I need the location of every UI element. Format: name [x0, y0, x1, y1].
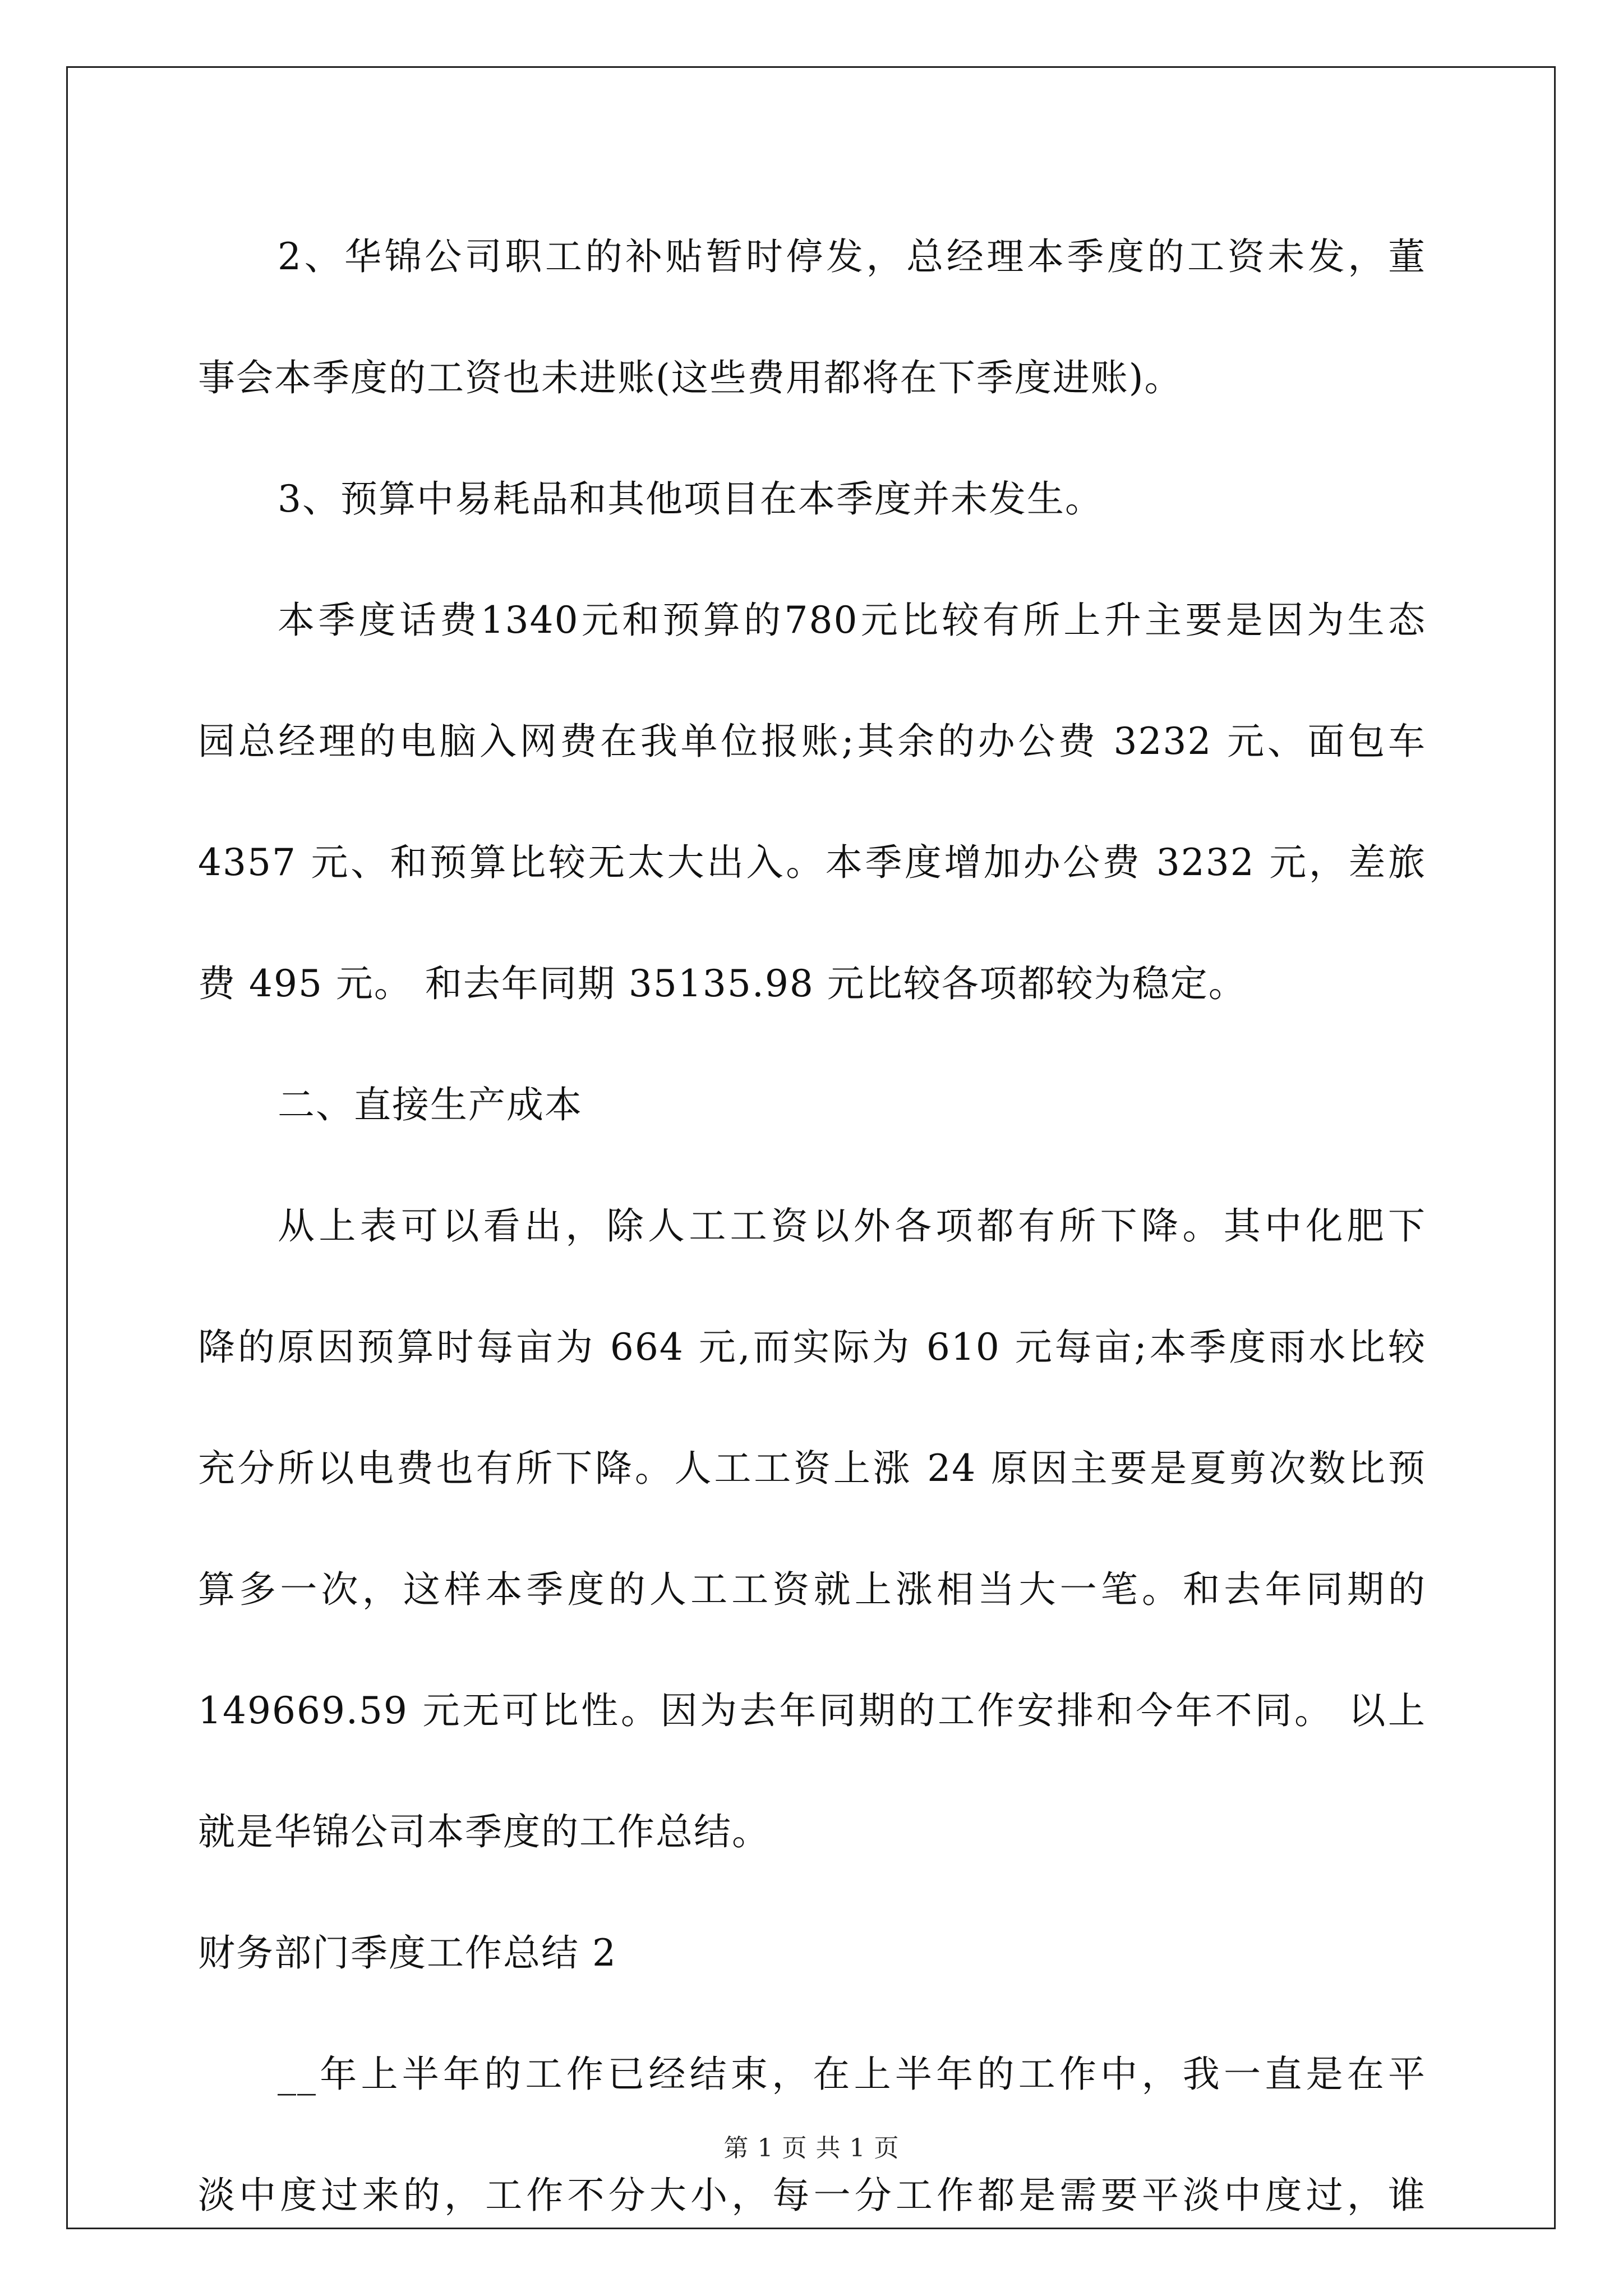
text-line: 从上表可以看出，除人工工资以外各项都有所下降。其中化肥下	[278, 1204, 1426, 1248]
paragraph-direct-cost-analysis	[198, 1166, 1426, 1893]
text-line: 事会本季度的工资也未进账(这些费用都将在下季度进账)。	[198, 356, 1183, 399]
text-line: 二、直接生产成本	[278, 1083, 583, 1126]
text-line: 就是华锦公司本季度的工作总结。	[198, 1810, 770, 1853]
text-line: 3、预算中易耗品和其他项目在本季度并未发生。	[278, 477, 1103, 521]
page-number-footer: 第 1 页 共 1 页	[723, 2134, 900, 2162]
text-line: 淡中度过来的，工作不分大小，每一分工作都是需要平淡中度过，谁	[198, 2174, 1426, 2217]
text-line: 费 495 元。 和去年同期 35135.98 元比较各项都较为稳定。	[198, 962, 1247, 1005]
text-line: 2、华锦公司职工的补贴暂时停发，总经理本季度的工资未发，董	[278, 235, 1426, 278]
paragraph-subsidy-suspension	[198, 196, 1426, 439]
text-line: 算多一次，这样本季度的人工工资就上涨相当大一笔。和去年同期的	[198, 1568, 1426, 1611]
document-body	[198, 196, 1426, 2256]
document-title-2	[198, 1893, 1426, 2014]
text-line: 149669.59 元无可比性。因为去年同期的工作安排和今年不同。 以上	[198, 1689, 1426, 1732]
text-line: 充分所以电费也有所下降。人工工资上涨 24 原因主要是夏剪次数比预	[198, 1447, 1426, 1490]
text-line: 4357 元、和预算比较无太大出入。本季度增加办公费 3232 元，差旅	[198, 841, 1426, 884]
section-heading-direct-cost	[198, 1045, 1426, 1166]
text-line: 财务部门季度工作总结 2	[198, 1931, 617, 1975]
text-line: 降的原因预算时每亩为 664 元,而实际为 610 元每亩;本季度雨水比较	[198, 1326, 1426, 1369]
text-line: 本季度话费1340元和预算的780元比较有所上升主要是因为生态	[278, 599, 1426, 642]
paragraph-phone-expenses	[198, 560, 1426, 1045]
paragraph-consumables	[198, 439, 1426, 560]
text-line: 园总经理的电脑入网费在我单位报账;其余的办公费 3232 元、面包车	[198, 720, 1426, 763]
text-line: __年上半年的工作已经结束，在上半年的工作中，我一直是在平	[278, 2053, 1426, 2096]
